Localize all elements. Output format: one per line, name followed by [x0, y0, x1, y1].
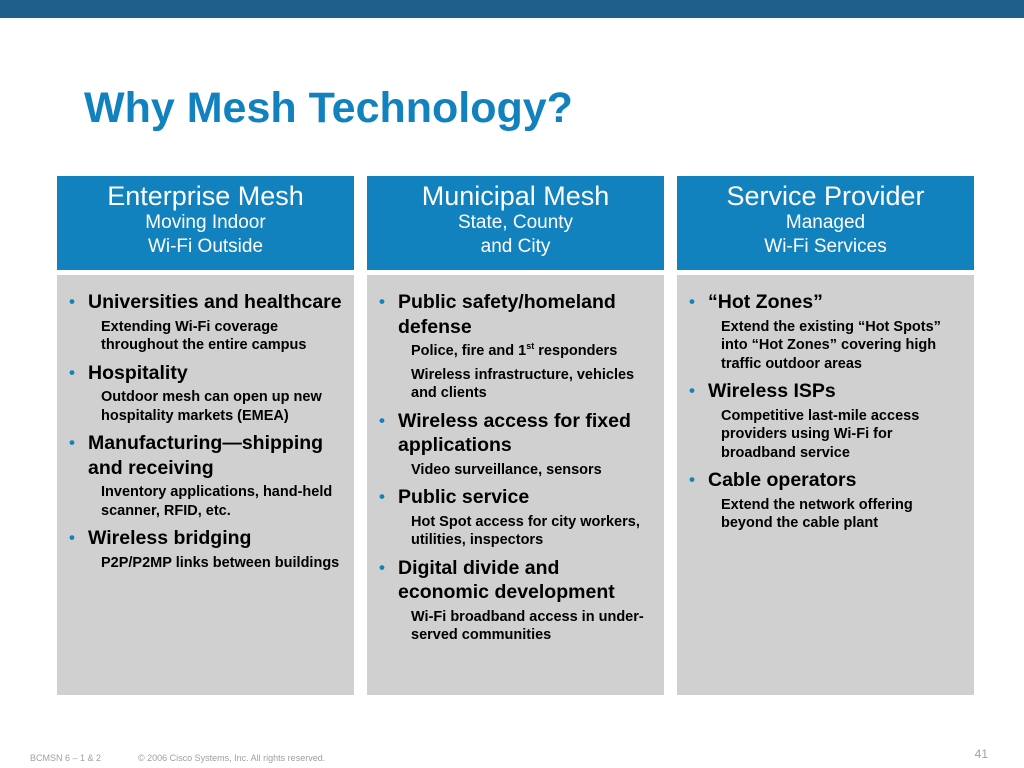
- bullet-label: Digital divide and economic development: [398, 556, 615, 603]
- bullet-icon: •: [69, 292, 75, 311]
- column-enterprise-mesh: [57, 176, 354, 695]
- bullet-detail: Hot Spot access for city workers, utilities, inspectors: [411, 513, 640, 548]
- column-subheading: Wi-Fi Services: [764, 236, 887, 257]
- footer-course: BCMSN 6 – 1 & 2: [30, 753, 102, 763]
- bullet-detail: Inventory applications, hand-held scanner, RFID, etc.: [101, 484, 333, 519]
- bullet-label: “Hot Zones”: [708, 291, 823, 313]
- page-number: 41: [974, 747, 988, 761]
- column-subheading: Moving Indoor: [145, 212, 266, 233]
- bullet-icon: •: [379, 557, 385, 577]
- bullet-label: Hospitality: [88, 361, 188, 384]
- column-subheading: Wi-Fi Outside: [147, 236, 264, 257]
- bullet-label: Manufacturing—shipping and receiving: [88, 432, 324, 479]
- bullet-label: Wireless ISPs: [708, 380, 836, 402]
- column-heading: Municipal Mesh: [421, 181, 610, 211]
- bullet-detail: Wireless infrastructure, vehicles and clients: [411, 366, 635, 401]
- bullet-detail: Outdoor mesh can open up new hospitality markets (EMEA): [101, 389, 322, 424]
- bullet-detail: Extending Wi-Fi coverage throughout the entire campus: [101, 318, 307, 353]
- bullet-label: Cable operators: [708, 469, 857, 491]
- bullet-icon: •: [379, 292, 385, 311]
- bullet-icon: •: [69, 362, 75, 382]
- bullet-label: Wireless bridging: [88, 527, 252, 549]
- bullet-detail: Extend the existing “Hot Spots” into “Hot Zones” covering high traffic outdoor areas: [721, 318, 941, 372]
- column-heading: Enterprise Mesh: [107, 181, 304, 211]
- bullet-icon: •: [379, 487, 385, 506]
- bullet-item: [69, 431, 344, 480]
- column-municipal-mesh: [367, 176, 664, 695]
- bullet-icon: •: [689, 470, 695, 489]
- bullet-label: Wireless access for fixed applications: [398, 409, 631, 456]
- bullet-detail: P2P/P2MP links between buildings: [101, 554, 340, 571]
- column-header: [57, 176, 354, 270]
- column-body: [677, 275, 974, 695]
- bullet-detail: Wi-Fi broadband access in under-served communities: [411, 608, 644, 643]
- bullet-icon: •: [69, 433, 75, 452]
- bullet-label: Public safety/homeland defense: [398, 291, 616, 338]
- bullet-item: [379, 290, 654, 339]
- bullet-item: [689, 290, 964, 315]
- bullet-item: [69, 361, 344, 386]
- bullet-item: [379, 409, 654, 458]
- bullet-item: [69, 290, 344, 315]
- top-bar: [0, 0, 1024, 18]
- footer-copyright: © 2006 Cisco Systems, Inc. All rights reserved.: [138, 753, 326, 763]
- column-heading: Service Provider: [726, 181, 925, 211]
- column-body: [367, 275, 664, 695]
- column-subheading: State, County: [457, 212, 574, 233]
- bullet-item: [379, 485, 654, 510]
- bullet-icon: •: [69, 528, 75, 547]
- bullet-detail: Video surveillance, sensors: [411, 461, 602, 478]
- bullet-detail: Competitive last-mile access providers using Wi-Fi for broadband service: [721, 407, 920, 461]
- bullet-item: [69, 526, 344, 551]
- column-header: [367, 176, 664, 270]
- bullet-label: Public service: [398, 486, 530, 508]
- bullet-item: [689, 379, 964, 404]
- bullet-detail: Extend the network offering beyond the cable plant: [721, 496, 913, 531]
- column-body: [57, 275, 354, 695]
- bullet-icon: •: [689, 292, 695, 311]
- slide-title: Why Mesh Technology?: [84, 84, 573, 132]
- bullet-item: [379, 556, 654, 605]
- column-service-provider: [677, 176, 974, 695]
- column-subheading: Managed: [785, 212, 866, 233]
- bullet-icon: •: [689, 381, 695, 400]
- bullet-item: [689, 468, 964, 493]
- column-subheading: and City: [480, 236, 551, 257]
- bullet-icon: •: [379, 410, 385, 430]
- bullet-label: Universities and healthcare: [88, 291, 342, 313]
- bullet-detail: Police, fire and 1st responders: [411, 341, 618, 359]
- column-header: [677, 176, 974, 270]
